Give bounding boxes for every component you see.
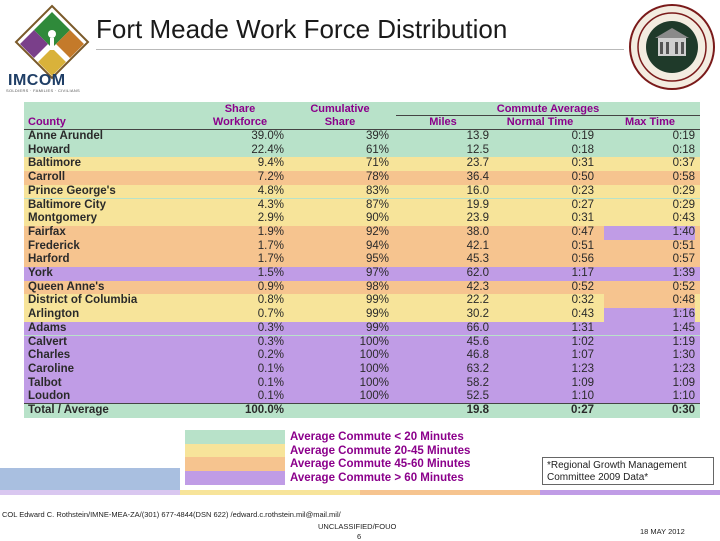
fort-meade-seal-icon <box>629 4 715 90</box>
normal-time: 0:43 <box>571 308 594 321</box>
max-time: 1:19 <box>672 335 695 348</box>
share-workforce: 4.8% <box>257 184 284 197</box>
legend-swatches <box>185 430 285 485</box>
miles: 23.7 <box>466 157 489 170</box>
miles: 36.4 <box>466 171 489 184</box>
normal-time: 0:47 <box>571 225 594 238</box>
miles: 45.3 <box>466 253 489 266</box>
miles: 16.0 <box>466 184 489 197</box>
share-workforce: 1.7% <box>257 239 284 252</box>
max-time: 0:58 <box>672 171 695 184</box>
normal-time: 0:23 <box>571 184 594 197</box>
miles: 52.5 <box>466 390 489 403</box>
table-row <box>24 144 700 158</box>
cumulative-share: 61% <box>365 143 389 156</box>
normal-time: 0:50 <box>571 171 594 184</box>
cumulative-share: 97% <box>365 267 389 279</box>
share-workforce: 0.3% <box>257 321 284 334</box>
cumulative-share: 100% <box>359 362 389 375</box>
table-row <box>24 212 700 226</box>
share-workforce: 0.9% <box>257 280 284 293</box>
county-name: Arlington <box>28 308 80 321</box>
cumulative-share: 99% <box>365 294 389 307</box>
normal-time: 1:07 <box>571 349 594 362</box>
miles: 45.6 <box>466 335 489 348</box>
legend-swatch-green <box>185 430 285 444</box>
max-time: 0:29 <box>672 184 695 197</box>
normal-time: 1:23 <box>571 362 594 375</box>
legend-label-45-60: Average Commute 45-60 Minutes <box>290 458 471 471</box>
table-row <box>24 336 700 350</box>
source-note: *Regional Growth Management Committee 2009 Data* <box>542 457 714 485</box>
county-name: Baltimore <box>28 157 82 170</box>
header-county: County <box>28 116 66 128</box>
share-workforce: 22.4% <box>251 143 284 156</box>
share-workforce: 0.1% <box>257 362 284 375</box>
share-workforce: 0.8% <box>257 294 284 307</box>
county-name: Carroll <box>28 171 66 184</box>
county-name: York <box>28 267 53 279</box>
county-name: Talbot <box>28 376 62 389</box>
max-time: 1:40 <box>604 226 695 240</box>
share-workforce: 2.9% <box>257 212 284 225</box>
cumulative-share: 99% <box>365 321 389 334</box>
normal-time: 0:18 <box>571 143 594 156</box>
county-name: Queen Anne's <box>28 280 105 293</box>
header-miles: Miles <box>429 116 457 128</box>
max-time: 0:51 <box>672 239 695 252</box>
table-row <box>24 294 700 308</box>
legend-swatch-yellow <box>185 444 285 458</box>
county-name: Fairfax <box>28 225 66 238</box>
normal-time: 1:10 <box>571 390 594 403</box>
cumulative-share: 100% <box>359 390 389 403</box>
cumulative-share: 39% <box>365 130 389 142</box>
share-workforce: 0.1% <box>257 376 284 389</box>
header-commute-averages: Commute Averages <box>496 103 600 115</box>
footer-contact: COL Edward C. Rothstein/IMNE-MEA-ZA/(301) 677-4844(DSN 622) /edward.c.rothstein.mil@mail.mil/ <box>2 510 341 519</box>
county-name: District of Columbia <box>28 294 138 307</box>
table-row <box>24 308 700 322</box>
miles: 38.0 <box>466 225 489 238</box>
max-time: 1:30 <box>672 349 695 362</box>
table-row <box>24 253 700 267</box>
miles: 22.2 <box>466 294 489 307</box>
page-title: Fort Meade Work Force Distribution <box>96 14 508 44</box>
normal-time: 1:17 <box>571 267 594 279</box>
max-time: 0:18 <box>672 143 695 156</box>
table-row <box>24 185 700 199</box>
max-time: 0:37 <box>672 157 695 170</box>
legend-swatch-purple <box>185 471 285 485</box>
share-workforce: 0.7% <box>257 308 284 321</box>
total-share: 100.0% <box>244 404 284 416</box>
max-time: 0:43 <box>672 212 695 225</box>
max-time: 0:19 <box>672 130 695 142</box>
county-name: Howard <box>28 143 71 156</box>
normal-time: 1:02 <box>571 335 594 348</box>
cumulative-share: 98% <box>365 280 389 293</box>
legend-label-20-45: Average Commute 20-45 Minutes <box>290 444 471 457</box>
share-workforce: 0.3% <box>257 335 284 348</box>
table-row <box>24 199 700 213</box>
miles: 23.9 <box>466 212 489 225</box>
legend-left-block <box>0 468 180 490</box>
page-number: 6 <box>357 532 362 541</box>
county-name: Adams <box>28 321 67 334</box>
cumulative-share: 100% <box>359 335 389 348</box>
county-name: Anne Arundel <box>28 130 103 142</box>
table-row <box>24 281 700 295</box>
cumulative-share: 92% <box>365 225 389 238</box>
share-workforce: 1.7% <box>257 253 284 266</box>
legend-label-under-20: Average Commute < 20 Minutes <box>290 431 464 443</box>
share-workforce: 7.2% <box>257 171 284 184</box>
cumulative-share: 100% <box>359 376 389 389</box>
share-workforce: 39.0% <box>251 130 284 142</box>
miles: 12.5 <box>466 143 489 156</box>
miles: 42.1 <box>466 239 489 252</box>
table-row <box>24 322 700 336</box>
max-time: 0:29 <box>672 198 695 211</box>
share-workforce: 9.4% <box>257 157 284 170</box>
county-name: Harford <box>28 253 70 266</box>
table-row <box>24 240 700 254</box>
header-cum-line1: Cumulative <box>310 103 370 115</box>
footer-classification: UNCLASSIFIED/FOUO <box>318 522 397 531</box>
county-name: Calvert <box>28 335 67 348</box>
total-row <box>24 404 700 418</box>
table-row <box>24 349 700 363</box>
logo-text: IMCOM <box>8 72 66 89</box>
county-name: Baltimore City <box>28 198 106 211</box>
normal-time: 0:27 <box>571 198 594 211</box>
total-max-time: 0:30 <box>671 404 695 416</box>
miles: 58.2 <box>466 376 489 389</box>
max-time: 1:39 <box>672 267 695 279</box>
max-time: 1:10 <box>672 390 695 403</box>
normal-time: 0:52 <box>571 280 594 293</box>
share-workforce: 1.9% <box>257 225 284 238</box>
miles: 30.2 <box>466 308 489 321</box>
table-row <box>24 226 700 240</box>
miles: 62.0 <box>466 267 489 279</box>
max-time: 0:52 <box>672 280 695 293</box>
cumulative-share: 90% <box>365 212 389 225</box>
normal-time: 1:09 <box>571 376 594 389</box>
county-name: Loudon <box>28 390 71 403</box>
cumulative-share: 99% <box>365 308 389 321</box>
miles: 66.0 <box>466 321 489 334</box>
header-normal-time: Normal Time <box>506 116 574 128</box>
table-row <box>24 267 700 281</box>
max-time: 1:09 <box>672 376 695 389</box>
cumulative-share: 95% <box>365 253 389 266</box>
county-name: Charles <box>28 349 71 362</box>
cumulative-share: 100% <box>359 349 389 362</box>
county-name: Caroline <box>28 362 75 375</box>
normal-time: 0:31 <box>571 212 594 225</box>
county-name: Frederick <box>28 239 80 252</box>
max-time: 0:48 <box>604 294 695 308</box>
miles: 46.8 <box>466 349 489 362</box>
table-row <box>24 377 700 391</box>
table-row <box>24 171 700 185</box>
miles: 42.3 <box>466 280 489 293</box>
legend-label-over-60: Average Commute > 60 Minutes <box>290 472 464 485</box>
max-time: 0:57 <box>672 253 695 266</box>
normal-time: 0:19 <box>571 130 594 142</box>
header-max-time: Max Time <box>625 116 675 128</box>
table-row <box>24 130 700 144</box>
normal-time: 0:56 <box>571 253 594 266</box>
total-normal-time: 0:27 <box>570 404 594 416</box>
cumulative-share: 78% <box>365 171 389 184</box>
county-name: Montgomery <box>28 212 97 225</box>
table-row <box>24 157 700 171</box>
table-row <box>24 390 700 404</box>
cumulative-share: 87% <box>365 198 389 211</box>
max-time: 1:16 <box>604 308 695 322</box>
header-share-line2: Workforce <box>212 116 268 128</box>
total-miles: 19.8 <box>466 404 489 416</box>
cumulative-share: 71% <box>365 157 389 170</box>
share-workforce: 0.2% <box>257 349 284 362</box>
county-name: Prince George's <box>28 184 116 197</box>
table-row <box>24 363 700 377</box>
cumulative-share: 83% <box>365 184 389 197</box>
normal-time: 0:32 <box>571 294 594 307</box>
miles: 13.9 <box>466 130 489 142</box>
share-workforce: 4.3% <box>257 198 284 211</box>
miles: 19.9 <box>466 198 489 211</box>
header-group-rule <box>396 115 700 116</box>
footer-date: 18 MAY 2012 <box>640 527 685 536</box>
miles: 63.2 <box>466 362 489 375</box>
normal-time: 1:31 <box>571 321 594 334</box>
header-share-line1: Share <box>224 103 256 115</box>
total-label: Total / Average <box>28 404 109 416</box>
max-time: 1:23 <box>672 362 695 375</box>
share-workforce: 0.1% <box>257 390 284 403</box>
color-strip <box>0 490 720 495</box>
logo-subtitle: SOLDIERS · FAMILIES · CIVILIANS <box>6 88 80 93</box>
legend-swatch-orange <box>185 457 285 471</box>
header-cum-line2: Share <box>324 116 356 128</box>
normal-time: 0:51 <box>571 239 594 252</box>
share-workforce: 1.5% <box>257 267 284 279</box>
normal-time: 0:31 <box>571 157 594 170</box>
max-time: 1:45 <box>672 321 695 334</box>
title-divider <box>96 49 624 50</box>
cumulative-share: 94% <box>365 239 389 252</box>
